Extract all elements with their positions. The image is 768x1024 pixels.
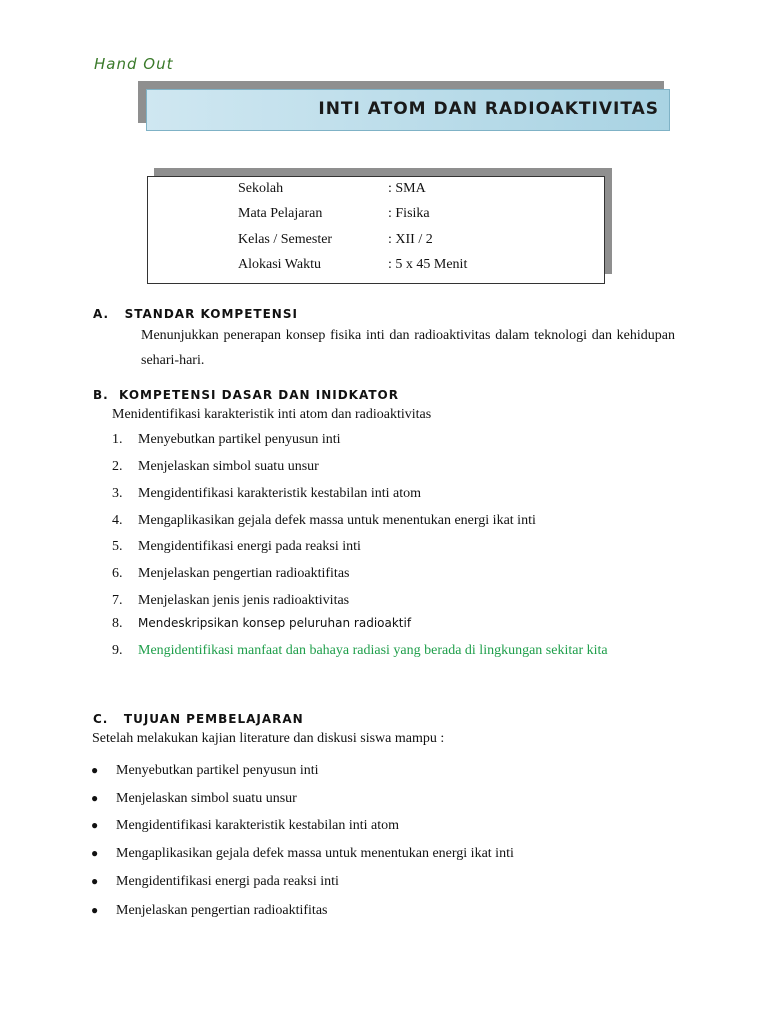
document-title: INTI ATOM DAN RADIOAKTIVITAS [318,99,659,119]
handout-label: Hand Out [94,55,174,73]
bullet-text: Menjelaskan simbol suatu unsur [116,791,297,806]
section-b-intro: Menidentifikasi karakteristik inti atom dan radioaktivitas [112,407,432,422]
list-item [112,513,536,529]
list-text: Mengaplikasikan gejala defek massa untuk menentukan energi ikat inti [138,513,536,528]
info-label: Kelas / Semester [238,232,333,247]
section-a-text: Menunjukkan penerapan konsep fisika inti dan radioaktivitas dalam teknologi dan kehidupan sehari-hari. [141,328,675,368]
bullet-text: Mengidentifikasi energi pada reaksi inti [116,874,339,889]
list-text: Mendeskripsikan konsep peluruhan radioaktif [138,616,412,630]
section-c-heading: C. TUJUAN PEMBELAJARAN [93,712,304,726]
bullet-icon: ● [91,791,99,805]
info-value: : 5 x 45 Menit [388,257,468,272]
list-number: 4. [112,513,123,528]
bullet-icon: ● [91,846,99,860]
list-text: Menjelaskan pengertian radioaktifitas [138,566,350,581]
bullet-icon: ● [91,903,99,917]
bullet-item [91,846,514,862]
section-c-intro: Setelah melakukan kajian literature dan diskusi siswa mampu : [92,731,445,746]
bullet-icon: ● [91,874,99,888]
list-number: 3. [112,486,123,501]
title-banner [146,89,670,131]
info-value: : XII / 2 [388,232,433,247]
list-number: 5. [112,539,123,554]
list-text: Menjelaskan jenis jenis radioaktivitas [138,593,350,608]
section-a-heading: A. STANDAR KOMPETENSI [93,307,298,321]
list-item [112,616,411,632]
bullet-text: Menjelaskan pengertian radioaktifitas [116,903,328,918]
bullet-icon: ● [91,763,99,777]
list-number: 8. [112,616,123,631]
list-item [112,566,349,582]
list-text: Menjelaskan simbol suatu unsur [138,459,319,474]
bullet-text: Mengidentifikasi karakteristik kestabilan inti atom [116,818,400,833]
list-number: 7. [112,593,123,608]
bullet-icon: ● [91,818,99,832]
list-number: 9. [112,643,123,658]
list-item [112,593,349,609]
info-box [147,176,605,284]
list-text: Mengidentifikasi karakteristik kestabilan inti atom [138,486,422,501]
bullet-text: Menyebutkan partikel penyusun inti [116,763,319,778]
bullet-text: Mengaplikasikan gejala defek massa untuk menentukan energi ikat inti [116,846,514,861]
list-text: Menyebutkan partikel penyusun inti [138,432,341,447]
info-value: : Fisika [388,206,430,221]
list-item [112,539,361,555]
bullet-item [91,791,297,807]
bullet-item [91,874,339,890]
list-item [112,643,608,659]
list-text: Mengidentifikasi energi pada reaksi inti [138,539,361,554]
list-number: 6. [112,566,123,581]
info-label: Sekolah [238,181,284,196]
section-b-heading: B. KOMPETENSI DASAR DAN INIDKATOR [93,388,399,402]
bullet-item [91,763,319,779]
info-label: Alokasi Waktu [238,257,321,272]
info-label: Mata Pelajaran [238,206,323,221]
info-value: : SMA [388,181,426,196]
bullet-item [91,818,399,834]
list-number: 2. [112,459,123,474]
list-item [112,432,341,448]
list-text: Mengidentifikasi manfaat dan bahaya radiasi yang berada di lingkungan sekitar kita [138,643,608,658]
list-item [112,459,319,475]
list-number: 1. [112,432,123,447]
bullet-item [91,903,327,919]
list-item [112,486,421,502]
